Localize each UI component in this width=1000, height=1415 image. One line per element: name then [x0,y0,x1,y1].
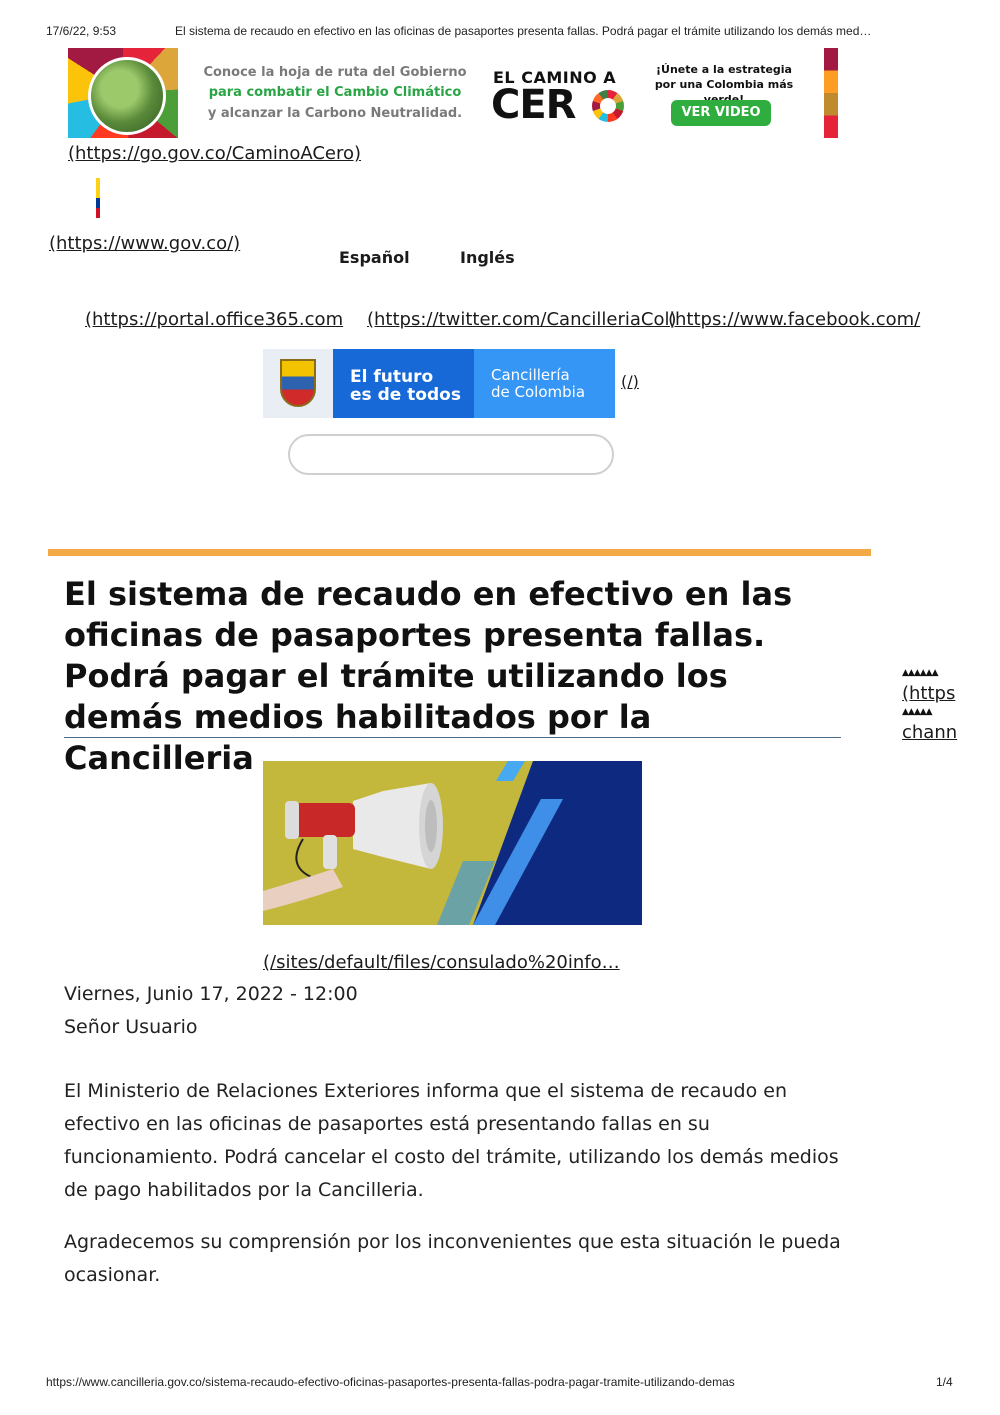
logo-brand-2: de Colombia [491,383,586,401]
cancilleria-logo[interactable] [263,349,615,418]
print-page-number: 1/4 [936,1375,953,1389]
banner-right-stripe [824,48,838,138]
sdg-wheel-hole [600,98,616,114]
search-input[interactable] [288,434,614,475]
share-link-1[interactable]: (https [902,683,956,704]
megaphone-image[interactable] [263,761,642,925]
banner-line-2: para combatir el Cambio Climático [208,85,462,100]
language-english[interactable]: Inglés [460,248,515,267]
title-underline [64,737,841,738]
colombia-flag-icon [96,178,100,218]
banner-line-3: y alcanzar la Carbono Neutralidad. [207,106,463,121]
logo-tagline-2: es de todos [350,385,461,405]
office365-link[interactable]: (https://portal.office365.com [85,309,344,330]
megaphone-illustration [263,761,642,925]
cero-text: CER [491,82,576,128]
share-icons-row-2: ▲▲▲▲▲ [902,707,932,717]
logo-tagline-block [333,349,474,418]
logo-brand-block [474,349,615,418]
print-datetime: 17/6/22, 9:53 [46,24,117,38]
logo-brand-1: Cancillería [491,366,570,384]
banner-line-1: Conoce la hoja de ruta del Gobierno [203,65,467,80]
unete-line-2: por una Colombia más [654,78,794,91]
twitter-link[interactable]: (https://twitter.com/CancilleriaCol) [367,309,677,330]
section-divider [48,549,871,556]
print-url: https://www.cancilleria.gov.co/sistema-recaudo-efectivo-oficinas-pasaportes-presenta-fallas-podra-pagar-tramite-utilizando-demas [46,1375,735,1389]
camino-a-cero-banner[interactable] [68,48,838,138]
camino-text: EL CAMINO A [493,68,617,87]
home-link[interactable]: (/) [621,372,639,391]
article-title: El sistema de recaudo en efectivo en las oficinas de pasaportes presenta fallas. Podrá pagar el trámite utilizando los demás medios habilitados por la Cancilleria [64,575,793,777]
coat-of-arms-icon [280,359,316,407]
ver-video-button[interactable]: VER VIDEO [671,100,771,126]
logo-shield-area [263,349,333,418]
logo-tagline-1: El futuro [350,367,434,387]
camino-a-cero-link[interactable]: (https://go.gov.co/CaminoACero) [68,143,362,164]
article-greeting: Señor Usuario [64,1016,198,1038]
monkey-photo [88,57,166,135]
share-icons-row-1: ▲▲▲▲▲▲ [902,668,938,678]
image-link[interactable]: (/sites/default/files/consulado%20info… [263,952,620,973]
language-spanish[interactable]: Español [339,248,410,267]
share-link-2[interactable]: chann [902,722,958,743]
facebook-link[interactable]: (https://www.facebook.com/ [668,309,921,330]
article-paragraph-2: Agradecemos su comprensión por los inconvenientes que esta situación le pueda ocasionar. [64,1231,841,1286]
article-paragraph-1: El Ministerio de Relaciones Exteriores informa que el sistema de recaudo en efectivo en las oficinas de pasaportes está presentando fallas en su funcionamiento. Podrá cancelar el costo del trámite, utilizando los demás medios de pago habilitados por la Cancilleria. [64,1080,839,1201]
gov-co-link[interactable]: (https://www.gov.co/) [49,233,241,254]
print-page-title: El sistema de recaudo en efectivo en las oficinas de pasaportes presenta fallas. Podrá pagar el trámite utilizando los demás med… [175,24,872,38]
article-date: Viernes, Junio 17, 2022 - 12:00 [64,983,358,1005]
unete-line-1: ¡Únete a la estrategia [656,63,792,76]
